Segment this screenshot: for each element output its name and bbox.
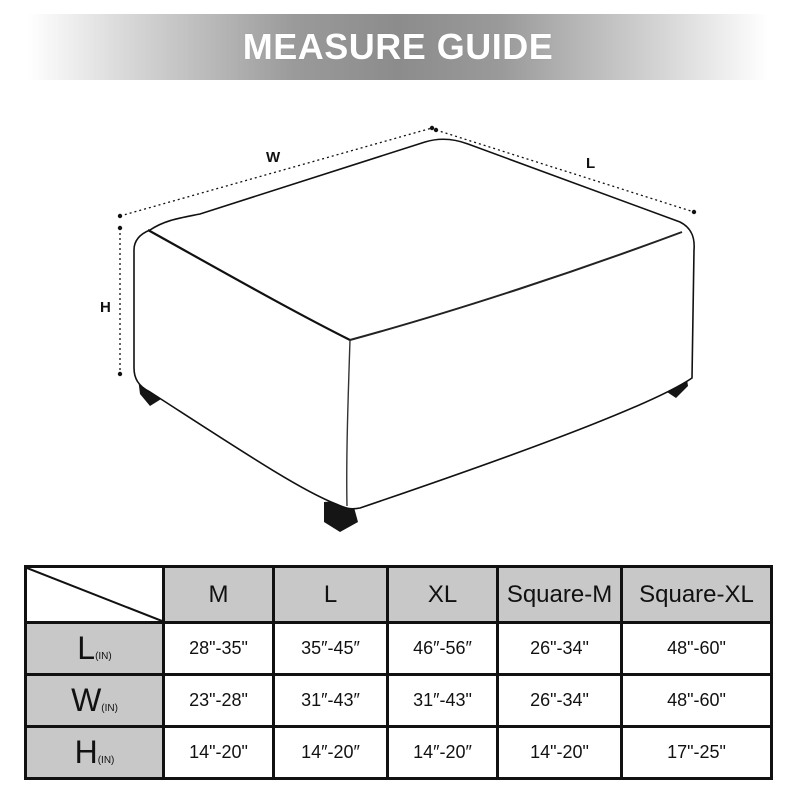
table-cell: 31″-43″	[274, 675, 388, 727]
size-chart-table	[24, 565, 773, 780]
table-header-row	[26, 567, 772, 623]
table-cell: 23"-28"	[164, 675, 274, 727]
row-header-width	[26, 675, 164, 727]
table-cell: 26"-34"	[498, 623, 622, 675]
table-cell: 14″-20″	[388, 727, 498, 779]
row-header-letter: L	[77, 630, 96, 666]
table-cell: 28"-35"	[164, 623, 274, 675]
table-row-width	[26, 675, 772, 727]
table-cell: 46″-56″	[388, 623, 498, 675]
row-header-letter: W	[71, 682, 102, 718]
row-header-letter: H	[74, 734, 98, 770]
header-banner	[28, 14, 768, 80]
row-header-unit: (IN)	[97, 755, 115, 766]
table-cell: 26"-34"	[498, 675, 622, 727]
row-header-length	[26, 623, 164, 675]
column-header-xl: XL	[388, 567, 498, 623]
column-header-l: L	[274, 567, 388, 623]
column-header-square-xl: Square-XL	[622, 567, 772, 623]
column-header-m: M	[164, 567, 274, 623]
label-h: H	[100, 299, 111, 316]
table-row-height	[26, 727, 772, 779]
row-header-unit: (IN)	[101, 703, 118, 714]
table-cell: 35″-45″	[274, 623, 388, 675]
table-cell: 17"-25"	[622, 727, 772, 779]
table-row-length	[26, 623, 772, 675]
row-header-height	[26, 727, 164, 779]
column-header-square-m: Square-M	[498, 567, 622, 623]
row-header-unit: (IN)	[95, 651, 112, 662]
table-cell: 48"-60"	[622, 675, 772, 727]
dimension-h	[118, 226, 122, 376]
table-cell: 48"-60"	[622, 623, 772, 675]
label-l: L	[586, 155, 596, 172]
table-corner-cell	[26, 567, 164, 623]
table-cell: 14"-20"	[164, 727, 274, 779]
ottoman-body	[134, 139, 694, 509]
ottoman-diagram	[0, 110, 800, 550]
table-cell: 14"-20"	[498, 727, 622, 779]
banner-title: MEASURE GUIDE	[242, 26, 554, 67]
table-cell: 31″-43"	[388, 675, 498, 727]
table-cell: 14″-20″	[274, 727, 388, 779]
label-w: W	[266, 149, 281, 166]
